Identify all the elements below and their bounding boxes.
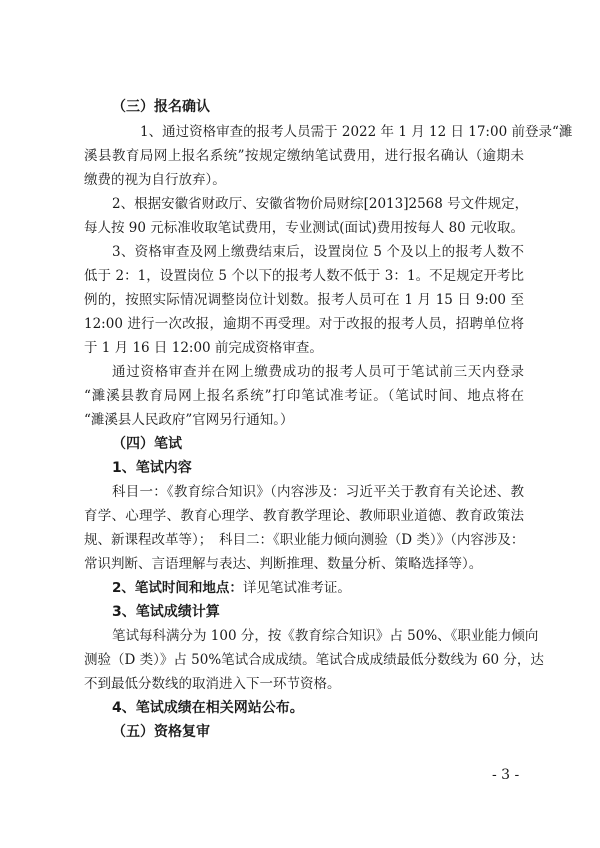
s3-p2-line1: 2、根据安徽省财政厅、安徽省物价局财综[2013]2568 号文件规定， [112, 196, 529, 212]
s3-p3-line2: 低于 2：1，设置岗位 5 个以下的报考人数不低于 3：1。不足规定开考比 [84, 268, 524, 284]
s4-sub3-line1: 笔试每科满分为 100 分，按《教育综合知识》占 50%、《职业能力倾向 [112, 628, 539, 644]
s3-p1-line3: 缴费的视为自行放弃）。 [84, 172, 226, 188]
section-4-title: （四）笔试 [112, 436, 182, 452]
s3-p2-line2: 每人按 90 元标准收取笔试费用，专业测试(面试)费用按每人 80 元收取。 [84, 220, 525, 236]
s3-p1-line2: 溪县教育局网上报名系统”按规定缴纳笔试费用，进行报名确认（逾期未 [84, 148, 524, 164]
s4-sub4-title: 4、笔试成绩在相关网站公布。 [112, 700, 304, 716]
s3-p3-line5: 于 1 月 16 日 12:00 前完成资格审查。 [84, 340, 323, 356]
s4-sub1-line2: 育学、心理学、教育心理学、教育教学理论、教师职业道德、教育政策法 [84, 508, 524, 524]
s4-sub2 [112, 578, 524, 598]
s4-sub3-line2: 测验（D 类）》占 50%笔试合成成绩。笔试合成成绩最低分数线为 60 分，达 [84, 652, 544, 668]
s3-p4-line3: “濉溪县人民政府”官网另行通知。） [84, 412, 294, 428]
s3-p1-line1: 1、通过资格审查的报考人员需于 2022 年 1 月 12 日 17:00 前登录“濉 [140, 124, 573, 140]
s4-sub2-lead: 2、笔试时间和地点： [112, 580, 243, 596]
s3-p4-line1: 通过资格审查并在网上缴费成功的报考人员可于笔试前三天内登录 [112, 364, 524, 380]
s3-p3-line4: 12:00 进行一次改报，逾期不再受理。对于改报的报考人员，招聘单位将 [84, 316, 524, 332]
s3-p3-line3: 例的，按照实际情况调整岗位计划数。报考人员可在 1 月 15 日 9:00 至 [84, 292, 524, 308]
s4-sub1-line3: 规、新课程改革等）； 科目二：《职业能力倾向测验（D 类）》（内容涉及： [84, 532, 525, 548]
s4-sub2-text: 详见笔试准考证。 [242, 580, 351, 596]
s4-sub1-line4: 常识判断、言语理解与表达、判断推理、数量分析、策略选择等）。 [84, 556, 483, 572]
section-3-title: （三）报名确认 [112, 99, 210, 115]
s3-p3-line1: 3、资格审查及网上缴费结束后，设置岗位 5 个及以上的报考人数不 [112, 244, 524, 260]
s4-sub1-line1: 科目一：《教育综合知识》（内容涉及：习近平关于教育有关论述、教 [112, 484, 524, 500]
s4-sub1-title: 1、笔试内容 [112, 460, 192, 476]
s4-sub3-line3: 不到最低分数线的取消进入下一环节资格。 [84, 676, 341, 692]
page-number: - 3 - [492, 767, 520, 783]
section-5-title: （五）资格复审 [112, 724, 210, 740]
s4-sub3-title: 3、笔试成绩计算 [112, 604, 220, 620]
s3-p4-line2: “濉溪县教育局网上报名系统”打印笔试准考证。（笔试时间、地点将在 [84, 388, 524, 404]
